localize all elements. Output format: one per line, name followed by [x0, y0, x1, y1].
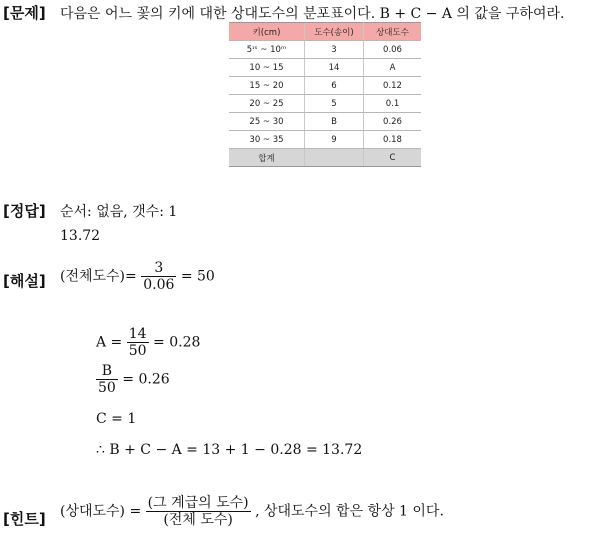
- table-cell: 25 ~ 30: [229, 113, 305, 131]
- table-cell: 3: [305, 41, 364, 59]
- header-frequency: 도수(송이): [305, 23, 364, 41]
- explanation-tag: [해설]: [3, 272, 46, 290]
- table-row: [229, 113, 421, 131]
- hint-text: [60, 495, 444, 528]
- equation-c: C = 1: [96, 411, 137, 427]
- table-cell: 0.26: [364, 113, 422, 131]
- table-cell: 15 ~ 20: [229, 77, 305, 95]
- table-total-row: [229, 149, 421, 167]
- eq-a-right: = 0.28: [153, 334, 201, 351]
- eq-b-right: = 0.26: [122, 371, 170, 388]
- problem-text: 다음은 어느 꽃의 키에 대한 상대도수의 분포표이다. B + C − A 의 값을 구하여라.: [60, 6, 565, 22]
- header-relative-frequency: 상대도수: [364, 23, 422, 41]
- eq-total-left: (전체도수)=: [60, 268, 137, 285]
- table-cell: 10 ~ 15: [229, 59, 305, 77]
- equation-b: [96, 363, 170, 396]
- table-cell: 6: [305, 77, 364, 95]
- total-label: 합계: [229, 149, 305, 167]
- table-cell: A: [364, 59, 422, 77]
- header-height: 키(cm): [229, 23, 305, 41]
- equation-final: ∴ B + C − A = 13 + 1 − 0.28 = 13.72: [96, 442, 363, 458]
- frequency-table: [229, 22, 421, 167]
- table-cell: 0.1: [364, 95, 422, 113]
- table-cell: 30 ~ 35: [229, 131, 305, 149]
- eq-total-right: = 50: [180, 268, 215, 285]
- fraction-denominator: 50: [98, 380, 116, 397]
- answer-tag: [정답]: [3, 202, 46, 220]
- table-cell: 20 ~ 25: [229, 95, 305, 113]
- fraction-numerator: (그 계급의 도수): [147, 495, 249, 511]
- fraction: [146, 495, 251, 528]
- fraction: [141, 260, 176, 293]
- table-row: [229, 77, 421, 95]
- table-cell: 14: [305, 59, 364, 77]
- fraction: [96, 363, 118, 396]
- hint-left: (상대도수) =: [60, 503, 142, 520]
- eq-a-left: A =: [96, 334, 123, 351]
- fraction-denominator: 0.06: [143, 277, 175, 294]
- table-cell: 0.12: [364, 77, 422, 95]
- answer-meta: 순서: 없음, 갯수: 1: [60, 204, 178, 220]
- hint-tag: [힌트]: [3, 510, 46, 528]
- total-relative-frequency: C: [364, 149, 422, 167]
- hint-right: , 상대도수의 합은 항상 1 이다.: [255, 503, 444, 520]
- table-cell: 0.06: [364, 41, 422, 59]
- equation-total: [60, 260, 215, 293]
- fraction-numerator: B: [96, 363, 118, 380]
- table-header-row: [229, 23, 421, 41]
- total-frequency: [305, 149, 364, 167]
- fraction-numerator: 3: [141, 260, 176, 277]
- fraction-numerator: 14: [128, 326, 147, 342]
- table-row: [229, 41, 421, 59]
- problem-tag: [문제]: [3, 4, 46, 22]
- fraction-denominator: (전체 도수): [163, 512, 233, 529]
- table-row: [229, 131, 421, 149]
- table-cell: B: [305, 113, 364, 131]
- table-cell: 5ᶦˢ ~ 10ᵐ: [229, 41, 305, 59]
- table-row: [229, 95, 421, 113]
- equation-a: [96, 326, 200, 359]
- table-cell: 5: [305, 95, 364, 113]
- table-cell: 9: [305, 131, 364, 149]
- table-row: [229, 59, 421, 77]
- fraction-denominator: 50: [128, 343, 147, 360]
- answer-value: 13.72: [60, 228, 101, 244]
- table-cell: 0.18: [364, 131, 422, 149]
- fraction: [127, 326, 149, 359]
